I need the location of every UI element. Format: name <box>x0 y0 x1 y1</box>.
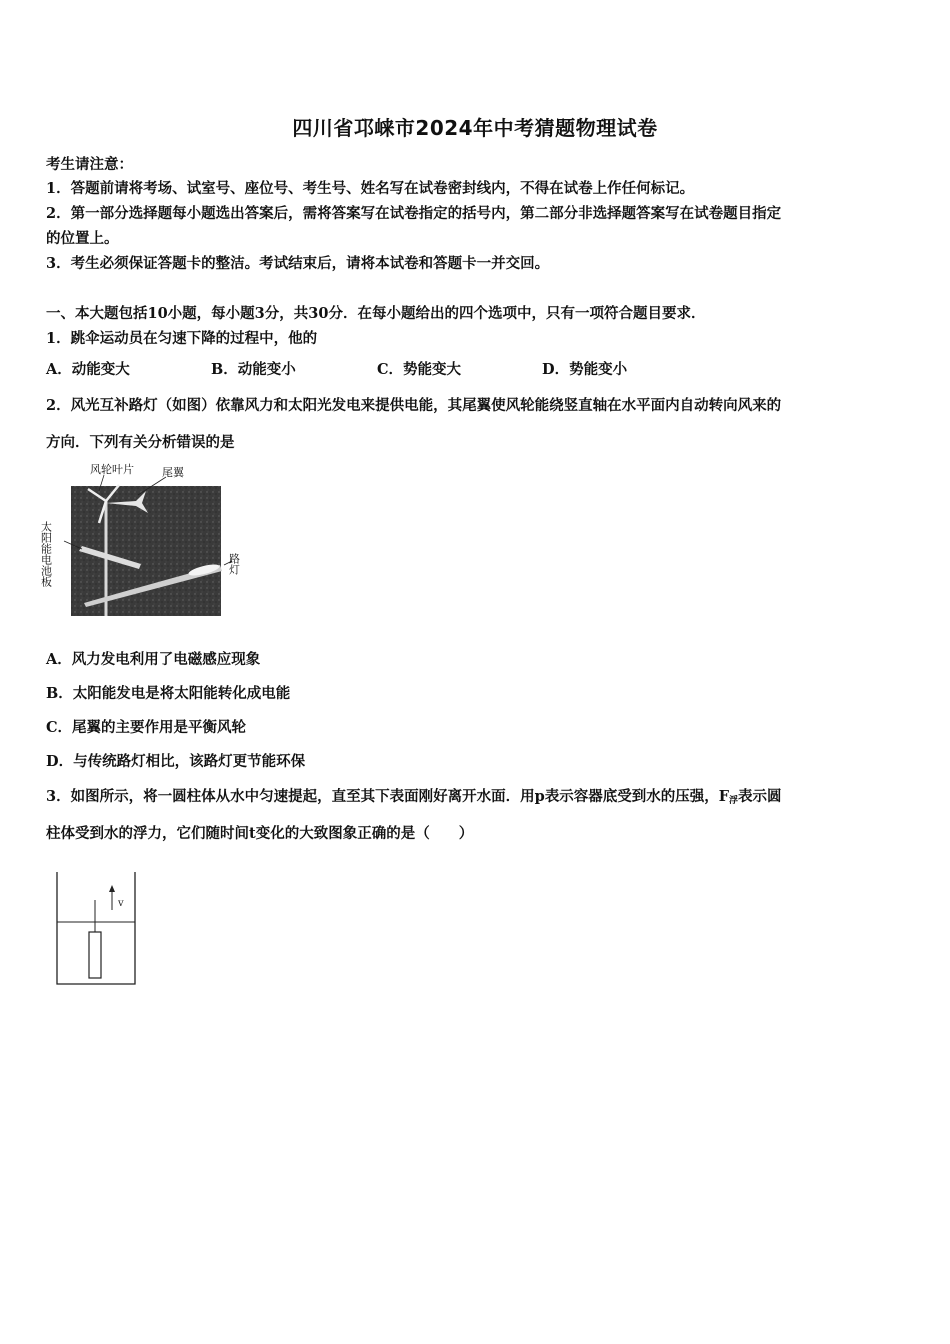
notice-item-1: 1．答题前请将考场、试室号、座位号、考生号、姓名写在试卷密封线内，不得在试卷上作任何标记。 <box>46 180 695 197</box>
wind-solar-streetlight-figure <box>39 461 244 619</box>
section-heading: 一、本大题包括10小题，每小题3分，共30分．在每小题给出的四个选项中，只有一项符合题目要求． <box>46 305 706 322</box>
velocity-label: v <box>118 898 124 909</box>
q2-option-a: A．风力发电利用了电磁感应现象 <box>46 651 261 668</box>
notice-heading: 考生请注意： <box>46 156 133 173</box>
q2-option-d: D．与传统路灯相比，该路灯更节能环保 <box>46 753 306 770</box>
label-solar-panel: 太阳能电池板 <box>39 521 53 587</box>
notice-item-2-cont: 的位置上。 <box>46 230 119 247</box>
notice-item-2: 2．第一部分选择题每小题选出答案后，需将答案写在试卷指定的括号内，第二部分非选择题答案写在试卷题目指定 <box>46 205 782 222</box>
label-lamp: 路灯 <box>227 553 241 575</box>
q3-stem-part-b: 表示圆 <box>738 788 782 805</box>
cylinder <box>89 932 101 978</box>
q1-option-d: D．势能变小 <box>542 361 628 378</box>
q2-stem-line1: 2．风光互补路灯（如图）依靠风力和太阳光发电来提供电能，其尾翼使风轮能绕竖直轴在水平面内自动转向风来的 <box>46 397 782 414</box>
q3-buoyancy-subscript: 浮 <box>729 796 739 806</box>
container-cylinder-figure <box>54 870 138 988</box>
q3-stem-part-a: 3．如图所示，将一圆柱体从水中匀速提起，直至其下表面刚好离开水面．用p表示容器底受到水的压强，F <box>46 788 730 805</box>
q1-option-b: B．动能变小 <box>211 361 296 378</box>
q2-option-b: B．太阳能发电是将太阳能转化成电能 <box>46 685 291 702</box>
label-tail: 尾翼 <box>162 466 184 479</box>
q1-option-c: C．势能变大 <box>377 361 462 378</box>
label-blades: 风轮叶片 <box>90 463 134 476</box>
page-title: 四川省邛崃市2024年中考猜题物理试卷 <box>292 116 658 140</box>
arrow-head-icon <box>109 885 115 892</box>
q3-stem-line1 <box>46 785 782 806</box>
q3-stem-line2: 柱体受到水的浮力，它们随时间t变化的大致图象正确的是（ ） <box>46 825 474 842</box>
q2-option-c: C．尾翼的主要作用是平衡风轮 <box>46 719 247 736</box>
notice-item-3: 3．考生必须保证答题卡的整洁。考试结束后，请将本试卷和答题卡一并交回。 <box>46 255 550 272</box>
q2-stem-line2: 方向．下列有关分析错误的是 <box>46 434 235 451</box>
q1-stem: 1．跳伞运动员在匀速下降的过程中，他的 <box>46 330 318 347</box>
q1-option-a: A．动能变大 <box>46 361 130 378</box>
